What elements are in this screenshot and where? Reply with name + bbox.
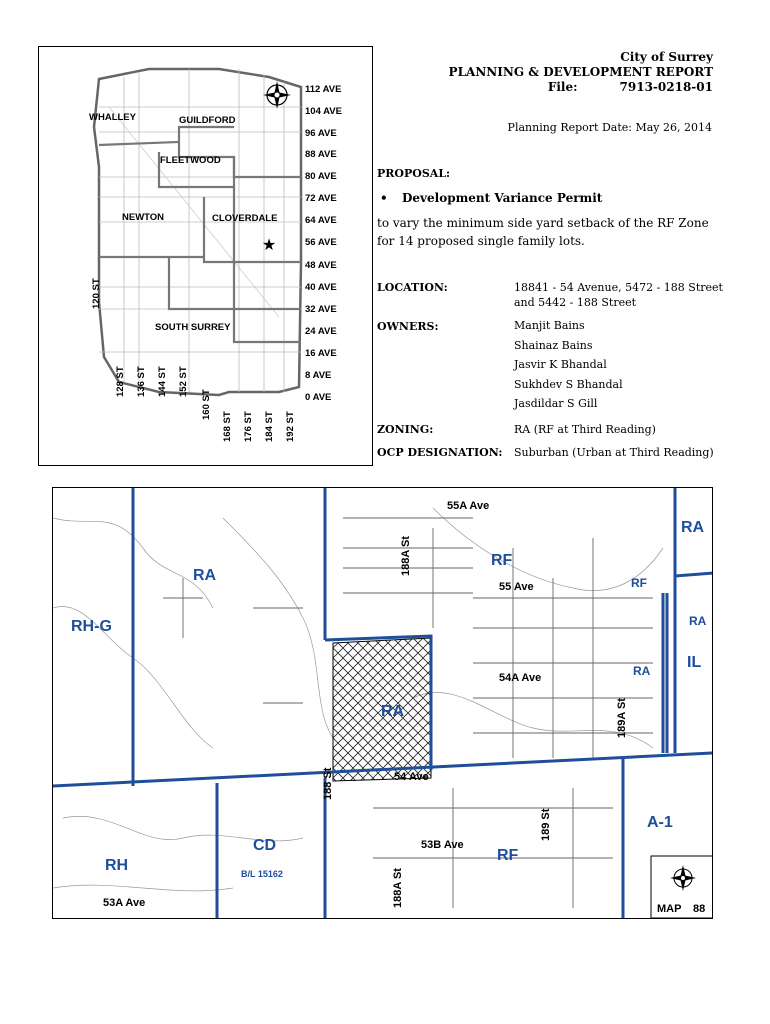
svg-text:RA: RA bbox=[633, 664, 651, 678]
svg-text:RF: RF bbox=[631, 576, 647, 590]
svg-text:188A St: 188A St bbox=[392, 868, 404, 908]
location-label: LOCATION: bbox=[377, 281, 448, 294]
owners-label: OWNERS: bbox=[377, 320, 439, 333]
map-label: MAP bbox=[657, 903, 682, 915]
owners-list bbox=[514, 316, 623, 414]
svg-text:CD: CD bbox=[253, 837, 277, 854]
svg-text:53A Ave: 53A Ave bbox=[103, 897, 146, 909]
svg-text:54 Ave: 54 Ave bbox=[394, 771, 429, 783]
svg-text:96 AVE: 96 AVE bbox=[305, 128, 337, 139]
file-number: 7913-0218-01 bbox=[619, 80, 713, 94]
zoning-label: ZONING: bbox=[377, 423, 434, 436]
city-name: City of Surrey bbox=[620, 50, 713, 64]
svg-text:IL: IL bbox=[687, 654, 702, 671]
cd-bylaw: B/L 15162 bbox=[241, 869, 283, 879]
proposal-item-text: Development Variance Permit bbox=[402, 191, 603, 205]
district-label: CLOVERDALE bbox=[212, 213, 278, 224]
ocp-value: Suburban (Urban at Third Reading) bbox=[514, 446, 714, 459]
owner-name: Shainaz Bains bbox=[514, 338, 593, 352]
svg-text:56 AVE: 56 AVE bbox=[305, 237, 337, 248]
svg-text:55 Ave: 55 Ave bbox=[499, 581, 534, 593]
owner-name: Jasdildar S Gill bbox=[514, 397, 598, 410]
svg-text:80 AVE: 80 AVE bbox=[305, 171, 337, 182]
district-label: SOUTH SURREY bbox=[155, 322, 231, 333]
location-line: and 5442 - 188 Street bbox=[514, 296, 637, 309]
report-title: PLANNING & DEVELOPMENT REPORT bbox=[448, 65, 713, 79]
svg-text:189A St: 189A St bbox=[616, 698, 628, 738]
svg-text:160 ST: 160 ST bbox=[201, 389, 212, 420]
proposal-item bbox=[380, 191, 602, 205]
owner-name: Manjit Bains bbox=[514, 319, 585, 332]
svg-text:RF: RF bbox=[491, 552, 513, 569]
district-label: GUILDFORD bbox=[179, 115, 236, 126]
svg-text:A-1: A-1 bbox=[647, 814, 673, 831]
svg-text:RA: RA bbox=[689, 614, 707, 628]
svg-text:88 AVE: 88 AVE bbox=[305, 149, 337, 160]
svg-text:0 AVE: 0 AVE bbox=[305, 392, 332, 403]
owner-name: Jasvir K Bhandal bbox=[514, 358, 607, 371]
svg-text:RF: RF bbox=[497, 847, 519, 864]
svg-text:53B Ave: 53B Ave bbox=[421, 839, 464, 851]
svg-text:24 AVE: 24 AVE bbox=[305, 326, 337, 337]
key-map-graphic bbox=[39, 47, 372, 465]
svg-text:16 AVE: 16 AVE bbox=[305, 348, 337, 359]
svg-text:168 ST: 168 ST bbox=[222, 411, 233, 442]
svg-text:104 AVE: 104 AVE bbox=[305, 106, 342, 117]
location-value bbox=[514, 280, 723, 310]
svg-text:64 AVE: 64 AVE bbox=[305, 215, 337, 226]
report-header bbox=[449, 50, 713, 95]
ocp-label: OCP DESIGNATION: bbox=[377, 446, 503, 459]
svg-text:184 ST: 184 ST bbox=[264, 411, 275, 442]
zoning-map-graphic bbox=[53, 488, 712, 918]
svg-text:189 St: 189 St bbox=[540, 808, 552, 841]
zoning-map bbox=[52, 487, 713, 919]
proposal-label: PROPOSAL: bbox=[377, 167, 451, 180]
key-map bbox=[38, 46, 373, 466]
svg-text:112 AVE: 112 AVE bbox=[305, 84, 342, 95]
svg-text:144 ST: 144 ST bbox=[157, 366, 168, 397]
svg-text:72 AVE: 72 AVE bbox=[305, 193, 337, 204]
svg-text:128 ST: 128 ST bbox=[115, 366, 126, 397]
svg-text:192 ST: 192 ST bbox=[285, 411, 296, 442]
svg-text:136 ST: 136 ST bbox=[136, 366, 147, 397]
svg-text:48 AVE: 48 AVE bbox=[305, 260, 337, 271]
svg-text:RA: RA bbox=[381, 703, 405, 720]
location-line: 18841 - 54 Avenue, 5472 - 188 Street bbox=[514, 281, 723, 294]
file-row bbox=[449, 80, 713, 95]
svg-text:32 AVE: 32 AVE bbox=[305, 304, 337, 315]
svg-text:152 ST: 152 ST bbox=[178, 366, 189, 397]
file-label: File: bbox=[547, 80, 578, 94]
svg-text:RA: RA bbox=[193, 567, 217, 584]
svg-text:8 AVE: 8 AVE bbox=[305, 370, 332, 381]
svg-text:RH-G: RH-G bbox=[71, 618, 112, 635]
district-label: FLEETWOOD bbox=[160, 155, 221, 166]
svg-text:RH: RH bbox=[105, 857, 129, 874]
owner-name: Sukhdev S Bhandal bbox=[514, 377, 623, 391]
district-label: NEWTON bbox=[122, 212, 165, 223]
zoning-value: RA (RF at Third Reading) bbox=[514, 423, 656, 436]
street-labels bbox=[91, 278, 296, 442]
svg-text:55A Ave: 55A Ave bbox=[447, 500, 490, 512]
svg-text:120 ST: 120 ST bbox=[91, 278, 102, 309]
bullet-icon: • bbox=[380, 191, 388, 205]
avenue-labels bbox=[305, 84, 342, 403]
north-arrow-icon bbox=[263, 81, 291, 109]
svg-text:176 ST: 176 ST bbox=[243, 411, 254, 442]
svg-text:188 St: 188 St bbox=[322, 767, 334, 800]
svg-text:RA: RA bbox=[681, 519, 705, 536]
district-label: WHALLEY bbox=[89, 112, 136, 123]
report-date: Planning Report Date: May 26, 2014 bbox=[507, 121, 712, 134]
proposal-description: to vary the minimum side yard setback of the RF Zone for 14 proposed single family lots. bbox=[377, 216, 709, 248]
svg-text:40 AVE: 40 AVE bbox=[305, 282, 337, 293]
map-number: 88 bbox=[693, 903, 706, 915]
svg-text:188A St: 188A St bbox=[400, 536, 412, 576]
site-star-icon: ★ bbox=[261, 235, 277, 254]
svg-text:54A Ave: 54A Ave bbox=[499, 672, 542, 684]
